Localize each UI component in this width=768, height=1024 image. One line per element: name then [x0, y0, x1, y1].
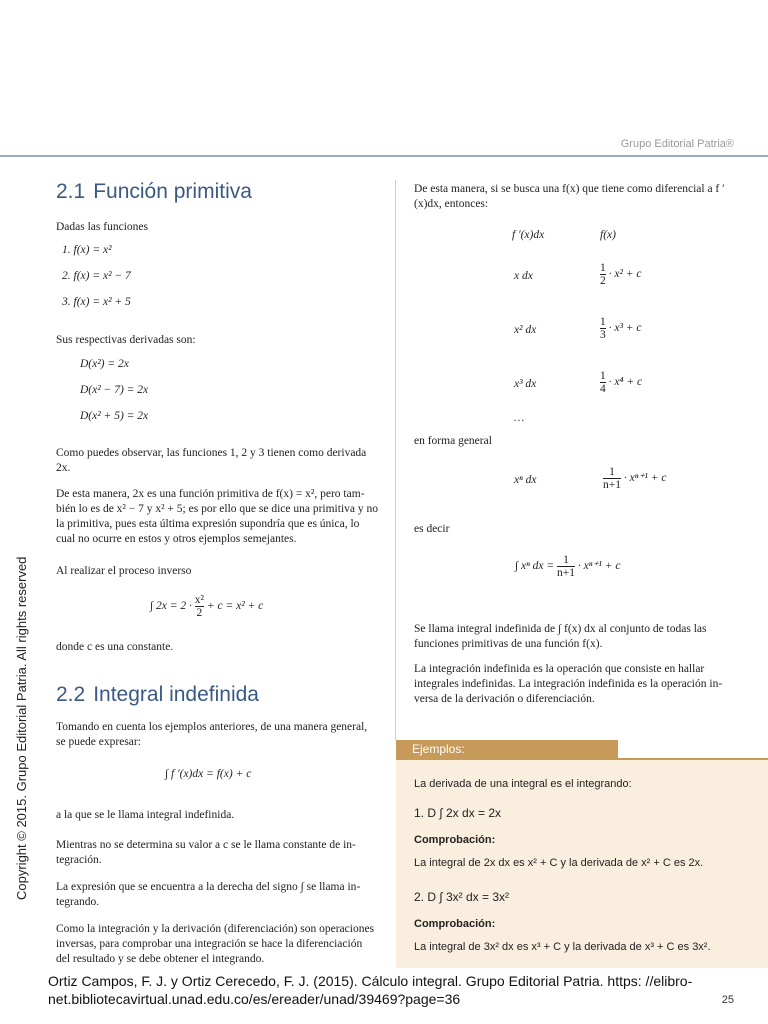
- section-title: Integral indefinida: [93, 683, 259, 706]
- equation-inverse: [150, 594, 263, 619]
- paragraph-named: a la que se le llama integral indefinida.: [56, 809, 235, 821]
- derivative-1: D(x²) = 2x: [80, 358, 129, 370]
- table-row-2-right: [600, 316, 642, 341]
- intro-text: Dadas las funciones: [56, 221, 148, 233]
- paragraph-general: Tomando en cuenta los ejemplos anteriores, de una manera general, se puede expresar:: [56, 721, 368, 748]
- paragraph-indefinite-integration: La integración indefinida es la operación que consiste en hallar integrales indefinidas. La integración indefinida es la operación inversa de la derivación o diferenciación.: [414, 663, 723, 705]
- column-divider: [395, 180, 396, 740]
- row1-numerator: 1: [600, 262, 606, 274]
- row2-numerator: 1: [600, 316, 606, 328]
- verification-label-2: Comprobación:: [414, 918, 496, 930]
- row3-denominator: 4: [600, 383, 606, 395]
- page-number: 25: [721, 994, 734, 1006]
- label-es-decir: es decir: [414, 523, 450, 535]
- examples-rule: [396, 758, 768, 760]
- eq1-left: ∫ 2x = 2 ·: [150, 600, 192, 613]
- publisher-name: Grupo Editorial Patria®: [620, 138, 734, 150]
- general-denominator: n+1: [603, 479, 621, 491]
- row3-rest: · x⁴ + c: [608, 376, 643, 389]
- eq1-denominator: 2: [196, 607, 203, 619]
- paragraph-observe: Como puedes observar, las funciones 1, 2 y 3 tienen como derivada 2x.: [56, 447, 367, 474]
- section-number: 2.2: [56, 683, 86, 706]
- section-number: 2.1: [56, 180, 86, 203]
- paragraph-inverse-operations: Como la integración y la derivación (diferenciación) son operaciones inversas, para comprobar una integración se hace la diferenciación del resultado y se debe obtener el integrando.: [56, 923, 375, 965]
- paragraph-differential: De esta manera, si se busca una f(x) que tiene como diferencial a f ′(x)dx, entonces:: [414, 183, 725, 210]
- verification-1: La integral de 2x dx es x² + C y la derivada de x² + C es 2x.: [414, 857, 704, 869]
- equation-indefinite: ∫ f ′(x)dx = f(x) + c: [165, 768, 252, 780]
- general-numerator: 1: [609, 466, 615, 478]
- paragraph-integrand: La expresión que se encuentra a la derecha del signo ∫ se llama integrando.: [56, 881, 361, 908]
- paragraph-constant-integration: Mientras no se determina su valor a c se le llama constante de integración.: [56, 839, 356, 866]
- function-2: 2. f(x) = x² − 7: [62, 270, 131, 282]
- example-2: 2. D ∫ 3x² dx = 3x²: [414, 890, 509, 904]
- row2-fraction: [600, 316, 606, 341]
- paragraph-constant: donde c es una constante.: [56, 641, 174, 653]
- copyright-notice: Copyright © 2015. Grupo Editorial Patria. All rights reserved: [14, 556, 29, 900]
- row3-fraction: [600, 370, 606, 395]
- derivatives-intro: Sus respectivas derivadas son:: [56, 334, 196, 346]
- examples-intro: La derivada de una integral es el integrando:: [414, 778, 632, 790]
- verification-label-1: Comprobación:: [414, 834, 496, 846]
- example-1: 1. D ∫ 2x dx = 2x: [414, 806, 501, 820]
- row1-rest: · x² + c: [608, 268, 642, 281]
- table-row-3-right: [600, 370, 642, 395]
- table-row-1-left: x dx: [514, 270, 533, 282]
- eq1-fraction: [195, 594, 204, 619]
- function-3: 3. f(x) = x² + 5: [62, 296, 131, 308]
- paragraph-inverse: Al realizar el proceso inverso: [56, 565, 192, 577]
- table-row-1-right: [600, 262, 642, 287]
- function-1: 1. f(x) = x²: [62, 244, 112, 256]
- citation: Ortiz Campos, F. J. y Ortiz Cerecedo, F. J. (2015). Cálculo integral. Grupo Editorial Patria. https: //elibro-net.bibliotecavirtual.unad.edu.co/es/ereader/unad/39469?page=36: [48, 973, 693, 1007]
- section-heading-2-2: [56, 683, 259, 707]
- general-left: xⁿ dx: [514, 474, 537, 486]
- eq3-left: ∫ xⁿ dx =: [515, 560, 555, 573]
- section-title: Función primitiva: [93, 180, 252, 203]
- derivative-3: D(x² + 5) = 2x: [80, 410, 149, 422]
- row1-denominator: 2: [600, 275, 606, 287]
- row3-numerator: 1: [600, 370, 606, 382]
- row2-denominator: 3: [600, 329, 606, 341]
- table-header-left: f ′(x)dx: [512, 229, 545, 241]
- label-general-form: en forma general: [414, 435, 492, 447]
- table-ellipsis: …: [514, 412, 525, 424]
- equation-power-rule: [515, 554, 620, 579]
- eq3-fraction: [557, 554, 575, 579]
- table-row-2-left: x² dx: [514, 324, 537, 336]
- section-heading-2-1: [56, 180, 252, 204]
- examples-tab: Ejemplos:: [396, 740, 618, 759]
- general-rest: · xⁿ⁺¹ + c: [623, 472, 667, 485]
- eq1-numerator: x²: [194, 594, 204, 606]
- row2-rest: · x³ + c: [608, 322, 642, 335]
- paragraph-primitive: De esta manera, 2x es una función primitiva de f(x) = x², pero también lo es de x² − 7 y x² + 5; es por ello que se dice una primitiva y no la primitiva, pues esta última expresión supondría que es única, lo cual no ocurre en estos y otros ejemplos semejantes.: [56, 488, 378, 545]
- table-header-right: f(x): [600, 229, 616, 241]
- verification-2: La integral de 3x² dx es x³ + C y la derivada de x³ + C es 3x².: [414, 941, 711, 953]
- row1-fraction: [600, 262, 606, 287]
- general-fraction: [603, 466, 621, 491]
- derivative-2: D(x² − 7) = 2x: [80, 384, 149, 396]
- paragraph-definition: Se llama integral indefinida de ∫ f(x) dx al conjunto de todas las funciones primitivas de una función f(x).: [414, 623, 707, 650]
- general-right: [603, 466, 666, 491]
- eq3-numerator: 1: [563, 554, 569, 566]
- eq3-rest: · xⁿ⁺¹ + c: [577, 560, 621, 573]
- eq1-right: + c = x² + c: [206, 600, 264, 613]
- table-row-3-left: x³ dx: [514, 378, 537, 390]
- header-rule: [0, 155, 768, 157]
- eq3-denominator: n+1: [557, 567, 575, 579]
